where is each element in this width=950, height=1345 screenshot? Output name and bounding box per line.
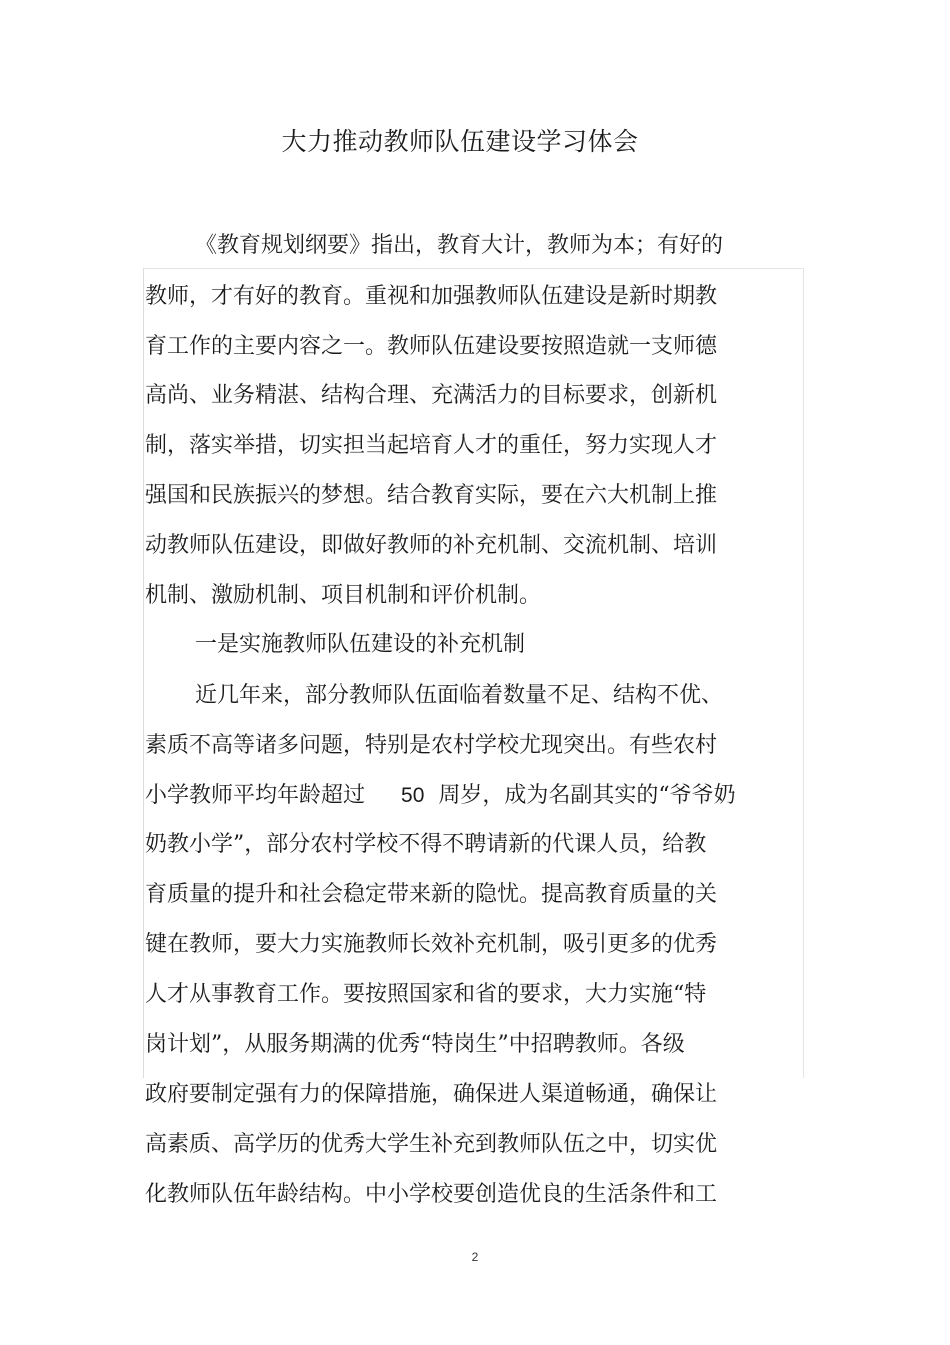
paragraph-line: 育质量的提升和社会稳定带来新的隐忧。提高教育质量的关 (145, 882, 718, 907)
paragraph-line: 《教育规划纲要》指出，教育大计，教师为本；有好的 (195, 233, 724, 258)
line-text-before-number: 小学教师平均年龄超过 (145, 783, 366, 808)
paragraph-line: 育工作的主要内容之一。教师队伍建设要按照造就一支师德 (145, 334, 718, 359)
paragraph-line: 政府要制定强有力的保障措施，确保进人渠道畅通，确保让 (145, 1082, 718, 1107)
paragraph-line: 高尚、业务精湛、结构合理、充满活力的目标要求，创新机 (145, 383, 718, 408)
paragraph-line: 素质不高等诸多问题，特别是农村学校尤现突出。有些农村 (145, 733, 718, 758)
paragraph-line: 近几年来，部分教师队伍面临着数量不足、结构不优、 (195, 683, 724, 708)
paragraph-line (145, 781, 736, 811)
page-number: 2 (471, 1250, 479, 1264)
paragraph-line: 键在教师，要大力实施教师长效补充机制，吸引更多的优秀 (145, 932, 718, 957)
paragraph-line: 高素质、高学历的优秀大学生补充到教师队伍之中，切实优 (145, 1132, 718, 1157)
paragraph-line: 机制、激励机制、项目机制和评价机制。 (145, 583, 542, 608)
line-text-after-number: 周岁，成为名副其实的“爷爷奶 (438, 783, 736, 808)
section-heading: 一是实施教师队伍建设的补充机制 (195, 632, 526, 657)
paragraph-line: 强国和民族振兴的梦想。结合教育实际，要在六大机制上推 (145, 483, 718, 508)
paragraph-line: 奶教小学”，部分农村学校不得不聘请新的代课人员，给教 (145, 832, 707, 857)
document-title: 大力推动教师队伍建设学习体会 (281, 127, 639, 156)
age-number: 50 (401, 784, 425, 807)
paragraph-line: 制，落实举措，切实担当起培育人才的重任，努力实现人才 (145, 433, 718, 458)
paragraph-line: 岗计划”，从服务期满的优秀“特岗生”中招聘教师。各级 (145, 1032, 685, 1057)
paragraph-line: 化教师队伍年龄结构。中小学校要创造优良的生活条件和工 (145, 1182, 718, 1207)
paragraph-line: 动教师队伍建设，即做好教师的补充机制、交流机制、培训 (145, 533, 718, 558)
paragraph-line: 教师，才有好的教育。重视和加强教师队伍建设是新时期教 (145, 284, 718, 309)
paragraph-line: 人才从事教育工作。要按照国家和省的要求，大力实施“特 (145, 982, 707, 1007)
